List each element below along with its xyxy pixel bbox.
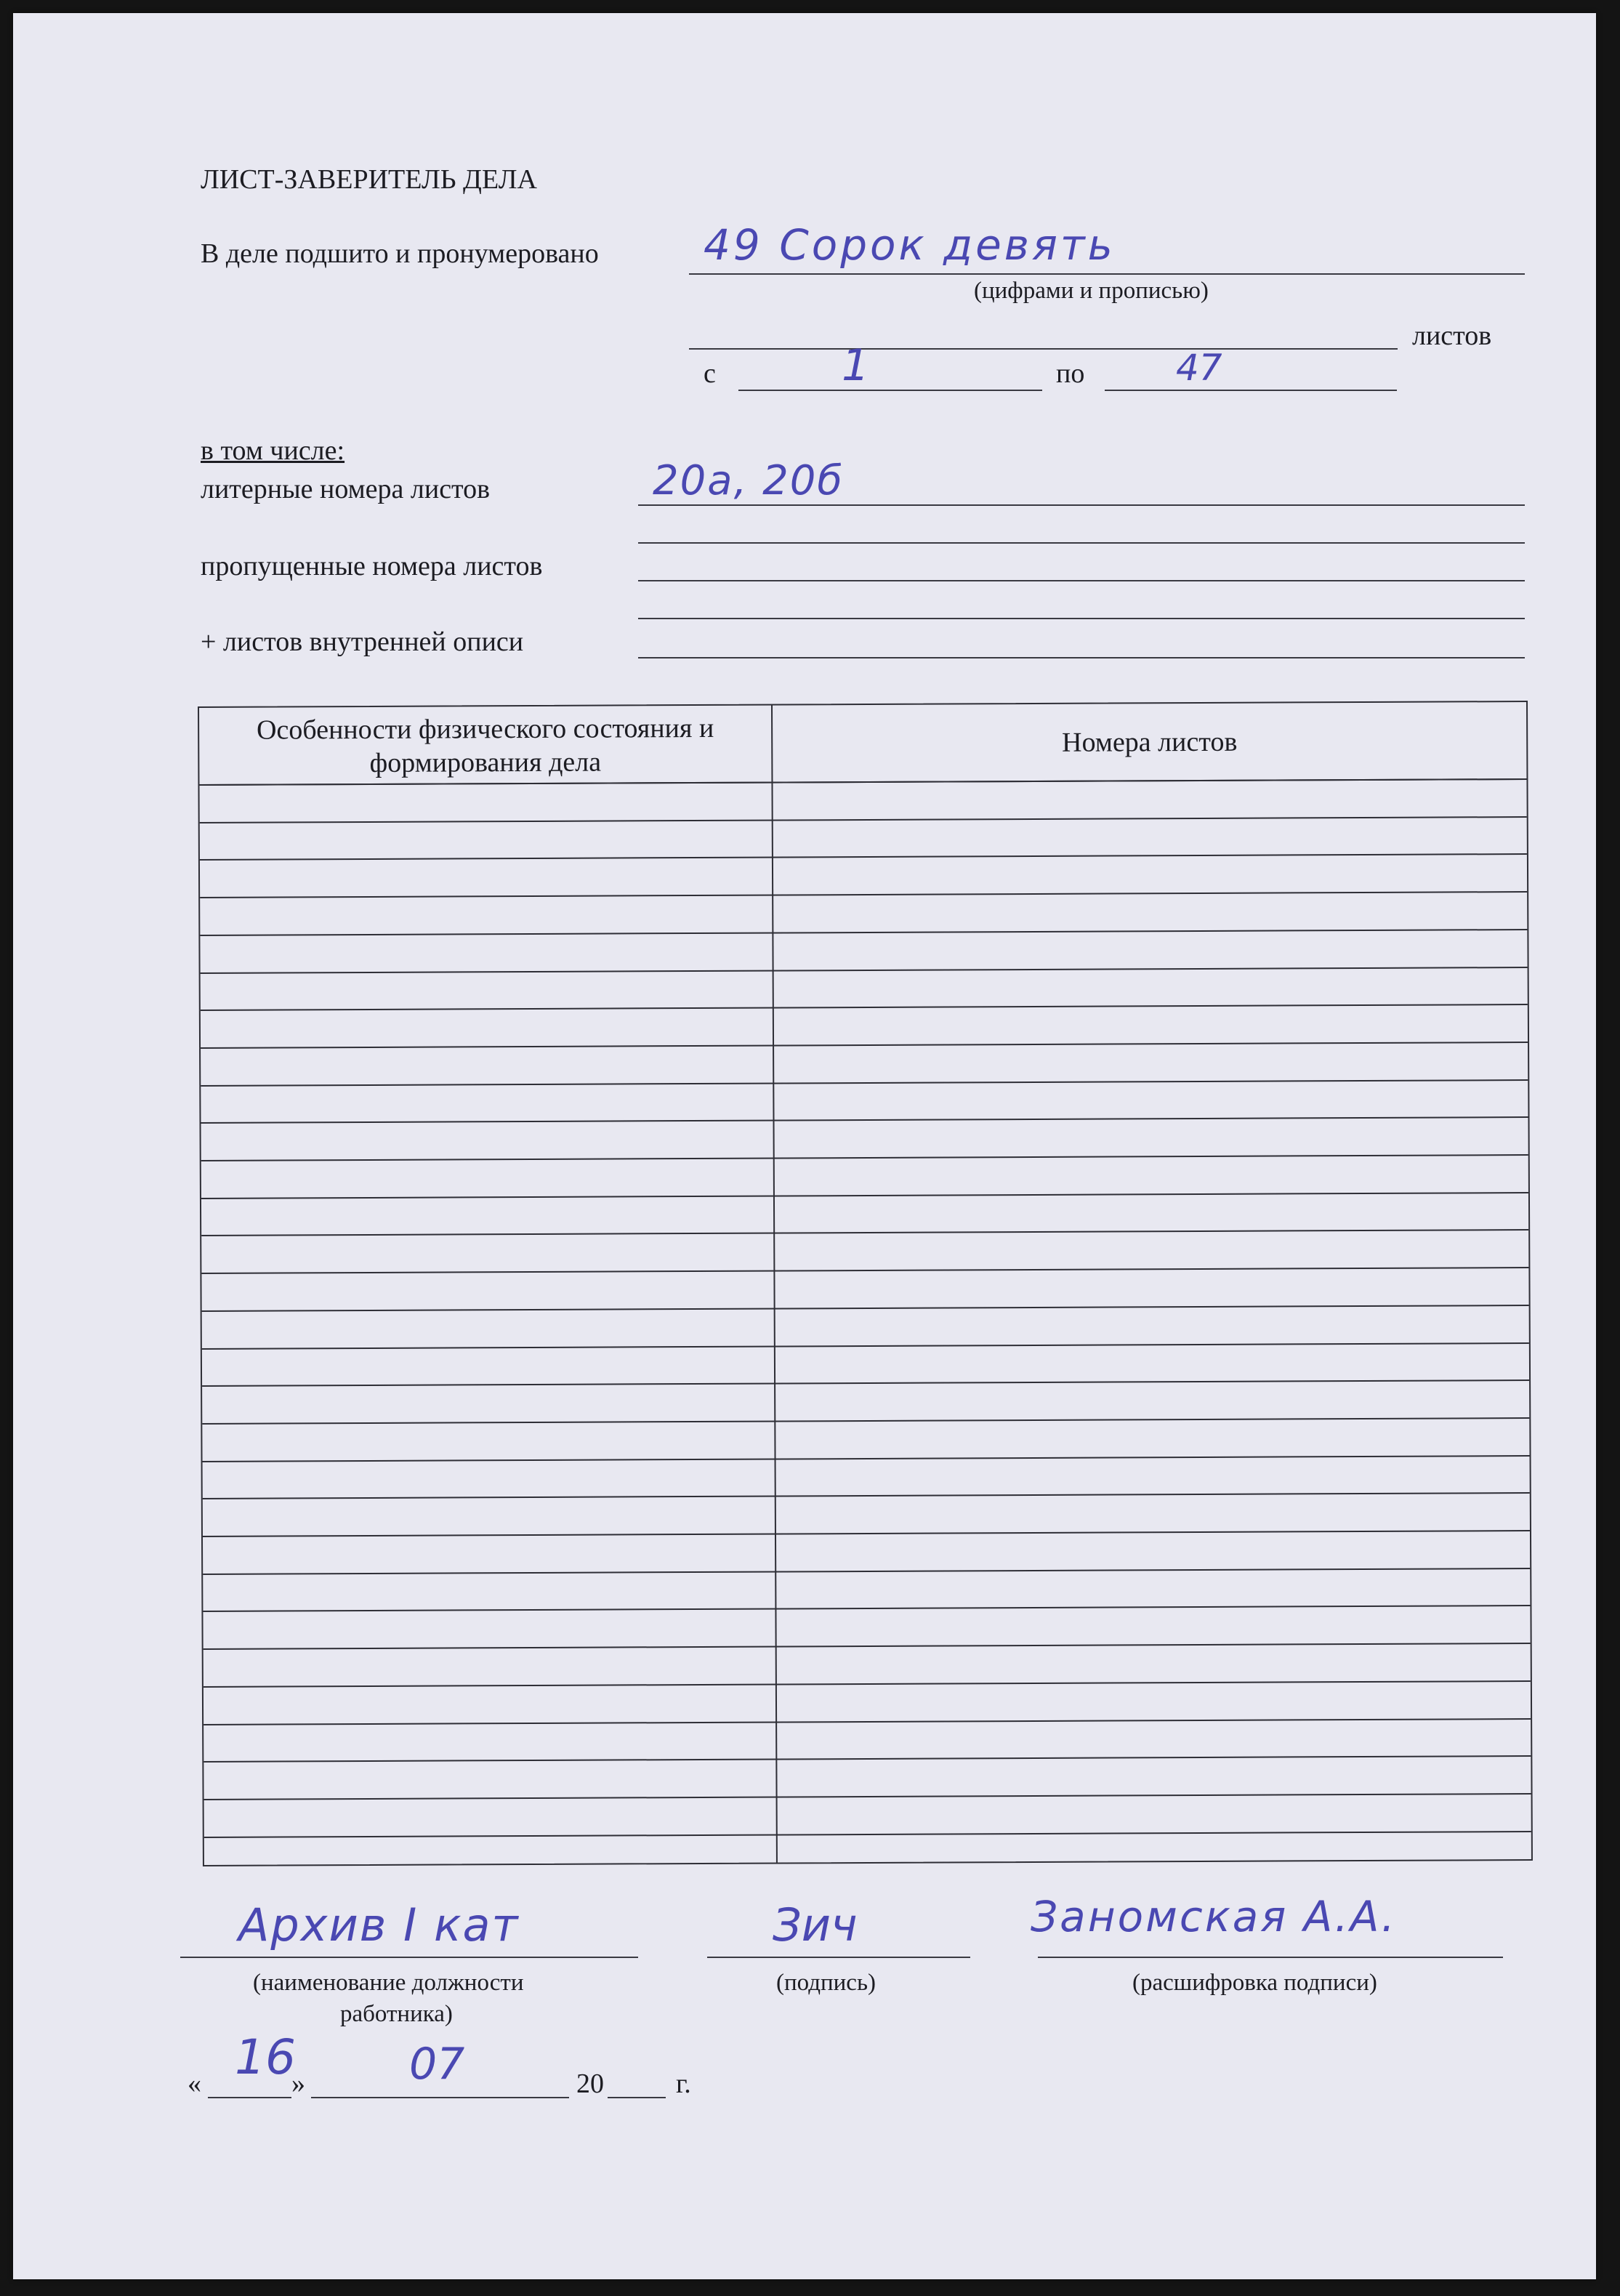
signature-handwritten: Зич [773,1898,858,1951]
cell-features [201,1084,773,1123]
signature-underline [707,1957,970,1958]
skipped-numbers-underline [638,580,1525,581]
date-day-handwritten: 16 [235,2029,296,2085]
decoding-underline [1038,1957,1503,1958]
cell-features [202,1309,774,1348]
date-year-underline [608,2097,666,2098]
cell-sheet-numbers [773,893,1527,933]
to-underline [1105,390,1397,391]
position-handwritten-value: Архив I кат [238,1898,520,1951]
to-handwritten-value: 47 [1176,347,1222,389]
cell-features [201,1272,773,1311]
cell-sheet-numbers [773,780,1526,821]
cell-sheet-numbers [775,1381,1529,1422]
cell-features [203,1572,775,1611]
cell-sheet-numbers [774,1043,1528,1084]
cell-sheet-numbers [775,1118,1528,1159]
date-year-prefix: 20 [576,2069,604,2099]
cell-features [203,1459,775,1499]
cell-features [203,1685,775,1724]
skipped-numbers-underline-2 [638,618,1525,619]
decoding-hint: (расшифровка подписи) [1132,1970,1377,1996]
document-sheet [13,13,1596,2279]
including-label: в том числе: [201,435,345,466]
cell-features [201,1046,773,1085]
cell-sheet-numbers [777,1644,1531,1685]
date-month-handwritten: 07 [409,2039,465,2090]
col-features-header: Особенности физического состояния и формирования дела [256,712,714,778]
cell-features [201,1196,773,1236]
cell-features [203,1497,775,1536]
cell-sheet-numbers [777,1720,1531,1760]
date-day-underline [208,2097,291,2098]
stitched-handwritten-value: 49 Сорок девять [704,220,1116,270]
from-underline [738,390,1042,391]
cell-sheet-numbers [775,1268,1528,1309]
cell-features [201,1159,773,1199]
cell-sheet-numbers [777,1757,1531,1797]
letter-numbers-underline-2 [638,542,1525,544]
date-open-quote: « [188,2069,201,2099]
continuation-underline [689,348,1398,350]
to-label: по [1056,358,1085,389]
cell-sheet-numbers [775,1306,1529,1347]
cell-features [201,1009,773,1048]
cell-features [199,784,771,823]
letter-numbers-underline [638,504,1525,506]
letter-numbers-label: литерные номера листов [201,474,491,504]
cell-sheet-numbers [774,1081,1528,1121]
position-hint-2: работника) [340,2001,453,2027]
cell-features [200,821,772,860]
cell-features [200,896,772,935]
cell-sheet-numbers [775,1344,1529,1385]
signature-hint: (подпись) [776,1970,876,1996]
cell-sheet-numbers [777,1682,1531,1723]
cell-sheet-numbers [775,1156,1528,1196]
date-year-suffix: г. [676,2069,691,2099]
stitched-underline [689,273,1525,275]
cell-features [203,1760,775,1800]
cell-features [201,971,773,1010]
cell-sheet-numbers [776,1606,1530,1647]
col-sheet-numbers-header: Номера листов [1062,726,1238,758]
cell-features [200,933,772,972]
cell-features [201,1234,773,1273]
cell-sheet-numbers [773,818,1527,858]
date-close-quote: » [291,2069,305,2099]
inventory-label: + листов внутренней описи [201,627,524,657]
cell-sheet-numbers [776,1457,1530,1497]
cell-features [204,1797,776,1837]
inventory-underline [638,657,1525,658]
stitched-label: В деле подшито и пронумеровано [201,238,599,269]
cell-features [202,1422,774,1461]
date-month-underline [311,2097,569,2098]
cell-sheet-numbers [773,930,1527,971]
cell-features [203,1648,775,1687]
letter-numbers-handwritten-value: 20а, 20б [653,457,844,504]
physical-state-table [198,701,1533,1866]
cell-features [202,1347,774,1386]
cell-sheet-numbers [774,1005,1528,1046]
cell-sheet-numbers [776,1569,1530,1610]
cell-features [203,1723,775,1762]
cell-sheet-numbers [778,1832,1531,1873]
skipped-numbers-label: пропущенные номера листов [201,551,543,581]
table-header-row [199,702,1526,786]
position-underline [180,1957,638,1958]
cell-sheet-numbers [773,855,1527,895]
cell-sheet-numbers [775,1230,1528,1271]
from-handwritten-value: 1 [842,340,870,391]
cell-features [203,1610,775,1649]
decoding-handwritten-value: Заномская А.А. [1031,1892,1397,1941]
cell-features [203,1535,775,1574]
cell-sheet-numbers [774,968,1528,1009]
cell-sheet-numbers [776,1494,1530,1534]
digits-hint: (цифрами и прописью) [974,278,1209,304]
document-title: ЛИСТ-ЗАВЕРИТЕЛЬ ДЕЛА [201,164,537,195]
cell-sheet-numbers [775,1193,1528,1234]
cell-sheet-numbers [775,1419,1529,1459]
sheets-word: листов [1412,321,1492,351]
cell-features [202,1385,774,1424]
from-label: с [704,358,716,389]
cell-features [204,1835,776,1874]
position-hint: (наименование должности [253,1970,524,1996]
cell-features [200,858,772,898]
cell-sheet-numbers [776,1531,1530,1572]
cell-sheet-numbers [778,1794,1531,1835]
cell-features [201,1121,773,1161]
